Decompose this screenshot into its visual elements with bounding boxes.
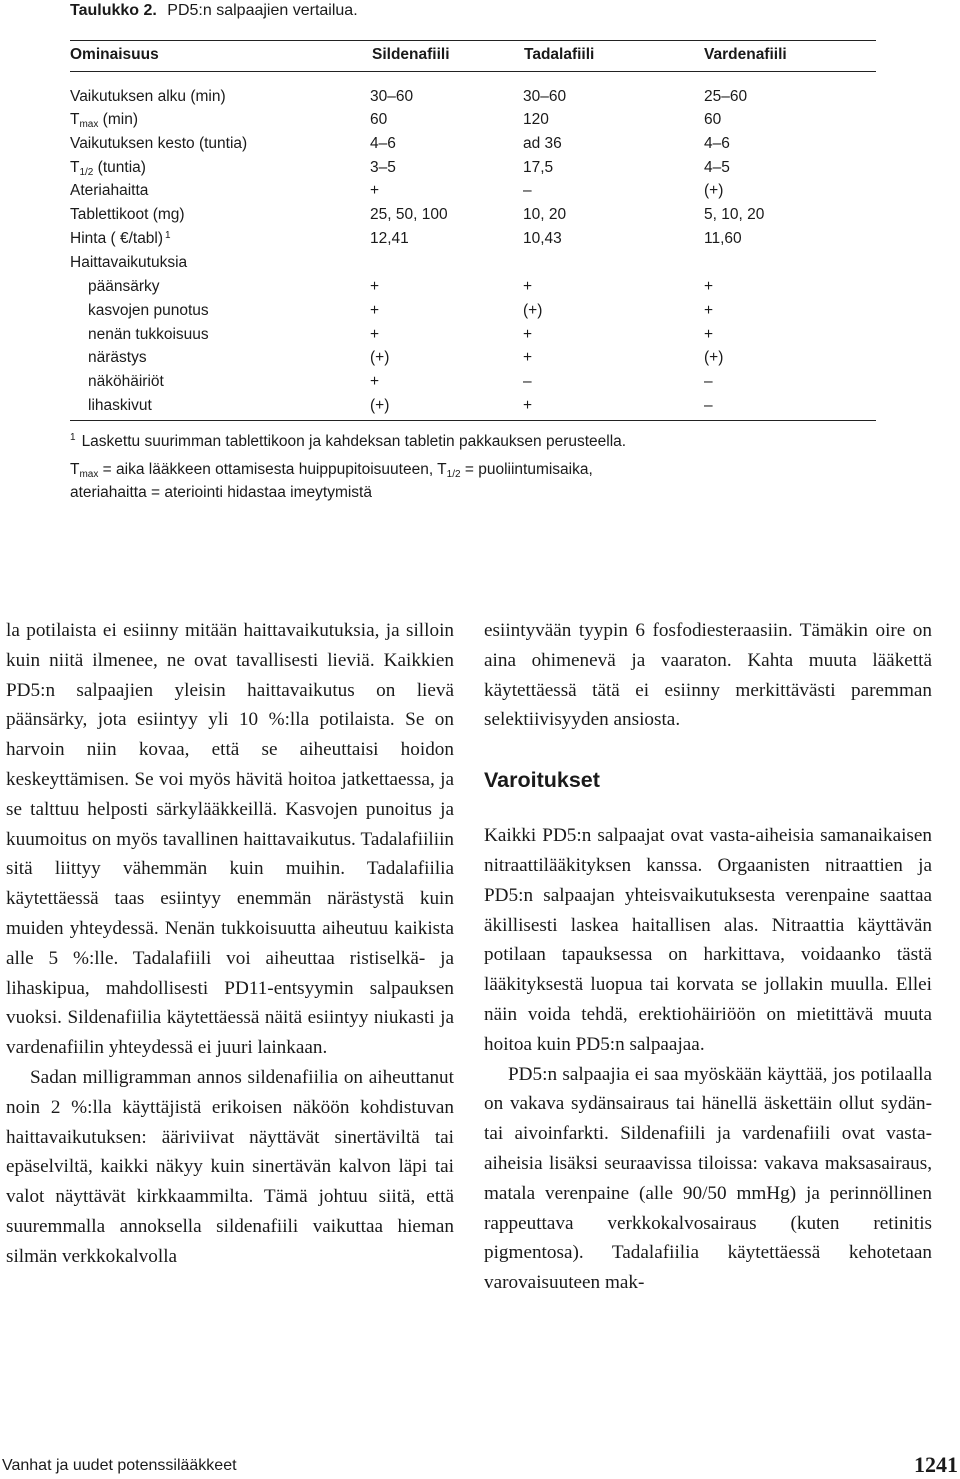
fn-thalf-subscript: 1/2 bbox=[446, 469, 461, 480]
table-top-rule bbox=[70, 40, 876, 41]
table-cell-tadalafil: (+) bbox=[523, 302, 543, 319]
thalf-t: T bbox=[70, 159, 80, 176]
table-row-label: Ateriahaitta bbox=[70, 182, 149, 199]
fn-tmax-definition: = aika lääkkeen ottamisesta huippupitoisuuteen, T bbox=[98, 461, 447, 478]
table-cell-vardenafil: – bbox=[704, 373, 713, 390]
table-header-tadalafil: Tadalafiili bbox=[524, 46, 595, 63]
table-cell-tadalafil: 10, 20 bbox=[523, 206, 567, 223]
thalf-unit: (tuntia) bbox=[93, 159, 146, 176]
table-cell-sildenafil: 25, 50, 100 bbox=[370, 206, 448, 223]
table-footnote-abbreviations bbox=[70, 460, 593, 480]
tmax-t: T bbox=[70, 111, 80, 128]
table-cell-tadalafil: 30–60 bbox=[523, 88, 567, 105]
table-cell-vardenafil: 4–6 bbox=[704, 135, 730, 152]
page-number: 1241 bbox=[914, 1452, 958, 1477]
table-cell-sildenafil: 30–60 bbox=[370, 88, 414, 105]
table-row-label: nenän tukkoisuus bbox=[88, 326, 209, 343]
fn-tmax-t: T bbox=[70, 461, 80, 478]
table-cell-tadalafil: 120 bbox=[523, 111, 549, 128]
table-row-label bbox=[70, 229, 171, 249]
footnote-mark: 1 bbox=[70, 432, 76, 443]
table-cell-sildenafil: + bbox=[370, 373, 380, 390]
table-cell-vardenafil: – bbox=[704, 397, 713, 414]
table-cell-tadalafil: – bbox=[523, 373, 532, 390]
paragraph: esiintyvään tyypin 6 fosfodiesteraasiin. Tämäkin oire on aina ohimenevä ja vaaraton. Kahta muuta lääkettä käytettäessä tätä ei esiinny merkittävästi paremman selektiivisyyden ansiosta. bbox=[484, 620, 932, 731]
fn-thalf-definition: = puoliintumisaika, bbox=[460, 461, 593, 478]
table-row-label bbox=[70, 110, 138, 130]
table-cell-sildenafil: 4–6 bbox=[370, 135, 396, 152]
table-cell-sildenafil: 3–5 bbox=[370, 159, 396, 176]
thalf-subscript: 1/2 bbox=[79, 167, 94, 178]
table-cell-vardenafil: + bbox=[704, 326, 714, 343]
price-label: Hinta ( €/tabl) bbox=[70, 230, 164, 247]
table-cell-sildenafil: + bbox=[370, 182, 380, 199]
table-bottom-rule bbox=[70, 420, 876, 421]
table-row-label: Tablettikoot (mg) bbox=[70, 206, 185, 223]
paragraph: Kaikki PD5:n salpaajat ovat vasta-aiheisia samanaikaisen nitraattilääkityksen kanssa. Orgaanisten nitraattien ja PD5:n salpaajan yhteisvaikutuksesta verenpaine saattaa äkillisesti laskea haitallisen alas. Nitraattia käyttävän potilaan tapauksessa on harkittava, voidaanko tästä lääkityksestä luopua tai korvata se jollakin muulla. Ellei näin voida tehdä, erektiohäiriöön on mietittävä muuta hoitoa kuin PD5:n salpaajaa. bbox=[484, 825, 932, 1055]
price-footnote-mark: 1 bbox=[165, 230, 171, 241]
table-cell-vardenafil: (+) bbox=[704, 349, 724, 366]
table-row-label: närästys bbox=[88, 349, 147, 366]
footer-publication-title: Vanhat ja uudet potenssilääkkeet bbox=[2, 1457, 237, 1474]
table-section-label: Haittavaikutuksia bbox=[70, 254, 188, 271]
table-footnote-1 bbox=[70, 432, 626, 452]
table-header-vardenafil: Vardenafiili bbox=[704, 46, 787, 63]
table-caption-text: PD5:n salpaajien vertailua. bbox=[167, 2, 358, 19]
table-cell-vardenafil: 11,60 bbox=[704, 230, 742, 247]
table-cell-tadalafil: – bbox=[523, 182, 532, 199]
table-row-label: Vaikutuksen kesto (tuntia) bbox=[70, 135, 248, 152]
table-cell-vardenafil: 5, 10, 20 bbox=[704, 206, 765, 223]
table-cell-vardenafil: 25–60 bbox=[704, 88, 748, 105]
table-cell-sildenafil: 12,41 bbox=[370, 230, 409, 247]
table-cell-vardenafil: (+) bbox=[704, 182, 724, 199]
table-row-label: näköhäiriöt bbox=[88, 373, 164, 390]
table-cell-sildenafil: (+) bbox=[370, 397, 390, 414]
table-row-label: Vaikutuksen alku (min) bbox=[70, 88, 226, 105]
table-cell-sildenafil: + bbox=[370, 326, 380, 343]
table-cell-tadalafil: + bbox=[523, 326, 533, 343]
table-cell-sildenafil: 60 bbox=[370, 111, 388, 128]
table-cell-tadalafil: 17,5 bbox=[523, 159, 554, 176]
table-row-label bbox=[70, 158, 146, 178]
table-cell-tadalafil: + bbox=[523, 397, 533, 414]
text-column-left bbox=[6, 616, 454, 1272]
table-header-rule bbox=[70, 71, 876, 72]
table-cell-tadalafil: 10,43 bbox=[523, 230, 562, 247]
table-cell-tadalafil: + bbox=[523, 349, 533, 366]
table-cell-vardenafil: 4–5 bbox=[704, 159, 730, 176]
paragraph: Sadan milligramman annos sildenafiilia on aiheuttanut noin 2 %:lla käyttäjistä erikoisen näköön kohdistuvan haittavaikutuksen: ääriviivat näyttävät sinertäviltä tai epäselviltä, kaikki näkyy kuin sinertävän kalvon läpi tai valot näyttävät kirkkaammilta. Tämä johtuu siitä, että suuremmalla annoksella sildenafiili vaikuttaa hieman silmän verkkokalvolla bbox=[6, 1066, 454, 1267]
table-cell-sildenafil: + bbox=[370, 302, 380, 319]
table-footnote-meal-effect: ateriahaitta = ateriointi hidastaa imeytymistä bbox=[70, 484, 372, 501]
fn-tmax-subscript: max bbox=[79, 469, 99, 480]
table-caption-label: Taulukko 2. bbox=[70, 2, 157, 19]
table-row-label: päänsärky bbox=[88, 278, 160, 295]
table-row-label: kasvojen punotus bbox=[88, 302, 209, 319]
paragraph: la potilaista ei esiinny mitään haittavaikutuksia, ja silloin kuin niitä ilmenee, ne ovat tavallisesti lieviä. Kaikkien PD5:n salpaajien yleisin haittavaikutus on lievä päänsärky, jota esiintyy yli 10 %:lla potilaista. Se on harvoin niin kovaa, että se aiheuttaisi hoidon keskeyttämisen. Se voi myös hävitä hoitoa jatkettaessa, ja se talttuu helposti särkylääkkeillä. Kasvojen punoitus ja kuumoitus on myös tavallinen haittavaikutus. Tadalafiiliin sitä liittyy vähemmän kuin muihin. Tadalafiilia käytettäessä taas esiintyy enemmän närästystä kuin muiden yhteydessä. Nenän tukkoisuutta aiheutuu kaikista alle 5 %:lle. Tadalafiili voi aiheuttaa ristiselkä- ja lihaskipua, mahdollisesti PD11-entsyymin salpauksen vuoksi. Sildenafiilia käytettäessä näitä esiintyy niukasti ja vardenafiilin yhteydessä ei juuri lainkaan. bbox=[6, 620, 454, 1059]
tmax-subscript: max bbox=[79, 119, 99, 130]
footnote-1-text: Laskettu suurimman tablettikoon ja kahdeksan tabletin pakkauksen perusteella. bbox=[81, 433, 627, 450]
table-cell-vardenafil: + bbox=[704, 278, 714, 295]
table-cell-sildenafil: + bbox=[370, 278, 380, 295]
table-cell-vardenafil: 60 bbox=[704, 111, 722, 128]
table-row-label: lihaskivut bbox=[88, 397, 152, 414]
text-column-right bbox=[484, 616, 932, 1298]
section-heading-warnings: Varoitukset bbox=[484, 768, 600, 793]
table-caption bbox=[70, 1, 358, 21]
table-cell-vardenafil: + bbox=[704, 302, 714, 319]
table-header-sildenafil: Sildenafiili bbox=[372, 46, 450, 63]
table-cell-sildenafil: (+) bbox=[370, 349, 390, 366]
tmax-unit: (min) bbox=[98, 111, 138, 128]
paragraph: PD5:n salpaajia ei saa myöskään käyttää, jos potilaalla on vakava sydänsairaus tai hänellä äskettäin ollut sydän- tai aivoinfarkti. Sildenafiili ja vardenafiili ovat vasta-aiheisia lisäksi seuraavissa tiloissa: vakava maksasairaus, matala verenpaine (alle 90/50 mmHg) ja perinnöllinen rappeuttava verkkokalvosairaus (kuten retinitis pigmentosa). Tadalafiilia käytettäessä kehotetaan varovaisuuteen mak- bbox=[484, 1063, 932, 1294]
table-cell-tadalafil: + bbox=[523, 278, 533, 295]
table-cell-tadalafil: ad 36 bbox=[523, 135, 562, 152]
table-header-property: Ominaisuus bbox=[70, 46, 159, 63]
